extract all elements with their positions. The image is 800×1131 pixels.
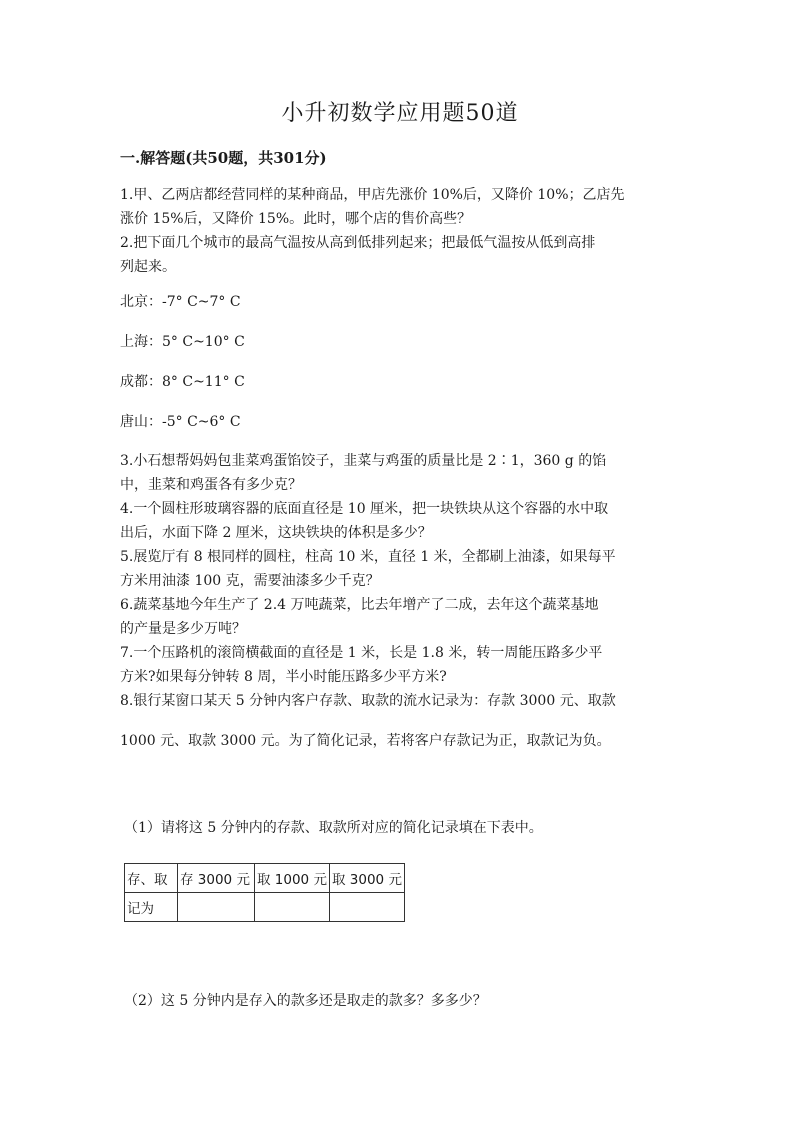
section-heading: 一.解答题(共50题，共301分): [120, 149, 327, 167]
problem-3-line-2: 中，韭菜和鸡蛋各有多少克？: [120, 477, 302, 493]
question-2: （2）这 5 分钟内是存入的款多还是取走的款多？多多少？: [124, 993, 487, 1009]
table-cell: 存 3000 元: [178, 864, 255, 893]
problem-5-line-1: 5.展览厅有 8 根同样的圆柱，柱高 10 米，直径 1 米，全都刷上油漆，如果每平: [120, 549, 616, 565]
problem-4-line-1: 4.一个圆柱形玻璃容器的底面直径是 10 厘米，把一块铁块从这个容器的水中取: [120, 501, 609, 517]
table-row: [125, 893, 405, 922]
problem-7-line-2: 方米?如果每分钟转 8 周，半小时能压路多少平方米?: [120, 669, 447, 685]
answer-cell[interactable]: [255, 893, 330, 922]
problem-3-line-1: 3.小石想帮妈妈包韭菜鸡蛋馅饺子，韭菜与鸡蛋的质量比是 2∶1，360 g 的馅: [120, 453, 607, 469]
table-cell: 记为: [125, 893, 178, 922]
problem-6-line-1: 6.蔬菜基地今年生产了 2.4 万吨蔬菜，比去年增产了二成，去年这个蔬菜基地: [120, 597, 599, 613]
record-table: [124, 863, 405, 922]
page-title: 小升初数学应用题50道: [281, 101, 519, 126]
problem-4-line-2: 出后，水面下降 2 厘米，这块铁块的体积是多少？: [120, 525, 432, 541]
city-shanghai: 上海：5° C~10° C: [120, 334, 245, 350]
problem-7-line-1: 7.一个压路机的滚筒横截面的直径是 1 米，长是 1.8 米，转一周能压路多少平: [120, 645, 603, 661]
problem-5-line-2: 方米用油漆 100 克，需要油漆多少千克？: [120, 573, 380, 589]
problem-2-line-2: 列起来。: [120, 259, 176, 275]
question-1: （1）请将这 5 分钟内的存款、取款所对应的简化记录填在下表中。: [124, 820, 543, 836]
table-cell: 存、取: [125, 864, 178, 893]
problem-8-line-2: 1000 元、取款 3000 元。为了简化记录，若将客户存款记为正，取款记为负。: [120, 733, 611, 749]
problem-2-line-1: 2.把下面几个城市的最高气温按从高到低排列起来；把最低气温按从低到高排: [120, 235, 596, 251]
city-chengdu: 成都：8° C~11° C: [120, 374, 245, 390]
problem-1-line-1: 1.甲、乙两店都经营同样的某种商品，甲店先涨价 10%后，又降价 10%；乙店先: [120, 187, 625, 203]
city-tangshan: 唐山：-5° C~6° C: [120, 414, 241, 430]
answer-cell[interactable]: [330, 893, 405, 922]
table-row: [125, 864, 405, 893]
problem-1-line-2: 涨价 15%后，又降价 15%。此时，哪个店的售价高些？: [120, 211, 472, 227]
table-cell: 取 1000 元: [255, 864, 330, 893]
problem-6-line-2: 的产量是多少万吨？: [120, 621, 246, 637]
answer-cell[interactable]: [178, 893, 255, 922]
city-beijing: 北京：-7° C~7° C: [120, 294, 241, 310]
table-cell: 取 3000 元: [330, 864, 405, 893]
problem-8-line-1: 8.银行某窗口某天 5 分钟内客户存款、取款的流水记录为：存款 3000 元、取款: [120, 693, 616, 709]
